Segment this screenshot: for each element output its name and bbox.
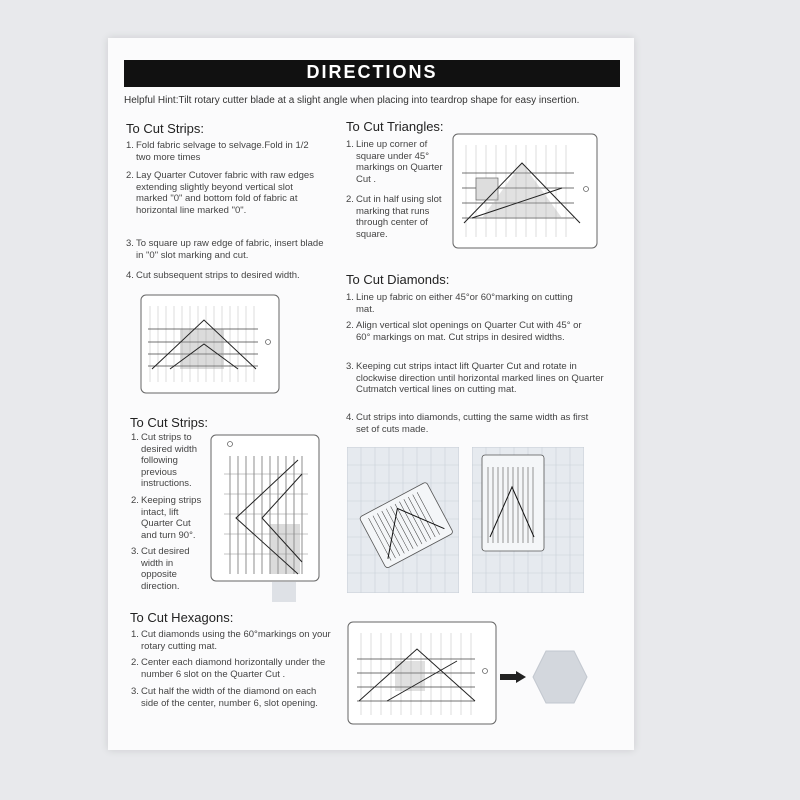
directions-banner bbox=[124, 60, 620, 87]
triangles-heading: To Cut Triangles: bbox=[346, 119, 444, 134]
strips-step-2: 2. Lay Quarter Cutover fabric with raw edges extending slightly beyond vertical slot marked "0" and bottom fold of fabric at horizontal line marked "0". bbox=[126, 170, 314, 216]
strips-step-1: 1. Fold fabric selvage to selvage.Fold in 1/2 two more times bbox=[126, 140, 309, 163]
diamonds-step-2: 2. Align vertical slot openings on Quarter Cut with 45° or 60° markings on mat. Cut strips in desired widths. bbox=[346, 320, 582, 343]
hexagon-shape bbox=[531, 648, 589, 706]
diamonds-step-3: 3. Keeping cut strips intact lift Quarter Cut and rotate in clockwise direction until horizontal marked lines on Quarter Cutmatch vertical lines on cutting mat. bbox=[346, 361, 604, 395]
hexagons-heading: To Cut Hexagons: bbox=[130, 610, 234, 625]
ruler-illustration-triangles bbox=[452, 133, 598, 249]
cutting-mat-photo-2 bbox=[472, 447, 584, 593]
ruler-illustration-strips-turned bbox=[210, 434, 320, 604]
helpful-hint: Helpful Hint:Tilt rotary cutter blade at a slight angle when placing into teardrop shape for easy insertion. bbox=[124, 95, 580, 106]
ruler-illustration-strips bbox=[140, 294, 280, 394]
page-title: DIRECTIONS bbox=[306, 62, 438, 82]
hexagons-step-3: 3. Cut half the width of the diamond on each side of the center, number 6, slot opening. bbox=[131, 686, 318, 709]
hexagons-step-1: 1. Cut diamonds using the 60°markings on your rotary cutting mat. bbox=[131, 629, 331, 652]
strips-2-step-3: 3. Cut desired width in opposite direction. bbox=[131, 546, 190, 592]
strips-step-3: 3. To square up raw edge of fabric, insert blade in "0" slot marking and cut. bbox=[126, 238, 324, 261]
arrow-right-icon bbox=[500, 671, 526, 683]
ruler-illustration-hexagons bbox=[347, 621, 497, 725]
strips-2-step-1: 1. Cut strips to desired width following previous instructions. bbox=[131, 432, 197, 489]
diamonds-step-4: 4. Cut strips into diamonds, cutting the same width as first set of cuts made. bbox=[346, 412, 589, 435]
diamonds-heading: To Cut Diamonds: bbox=[346, 272, 450, 287]
strips-heading: To Cut Strips: bbox=[126, 121, 205, 136]
cutting-mat-photo-1 bbox=[347, 447, 459, 593]
hexagons-step-2: 2. Center each diamond horizontally under the number 6 slot on the Quarter Cut . bbox=[131, 657, 326, 680]
diamonds-step-1: 1. Line up fabric on either 45°or 60°marking on cutting mat. bbox=[346, 292, 573, 315]
strips-step-4: 4. Cut subsequent strips to desired width. bbox=[126, 270, 300, 281]
triangles-step-2: 2. Cut in half using slot marking that runs through center of square. bbox=[346, 194, 442, 240]
triangles-step-1: 1. Line up corner of square under 45° markings on Quarter Cut . bbox=[346, 139, 443, 185]
strips-2-step-2: 2. Keeping strips intact, lift Quarter Cut and turn 90°. bbox=[131, 495, 202, 541]
strips-2-heading: To Cut Strips: bbox=[130, 415, 209, 430]
